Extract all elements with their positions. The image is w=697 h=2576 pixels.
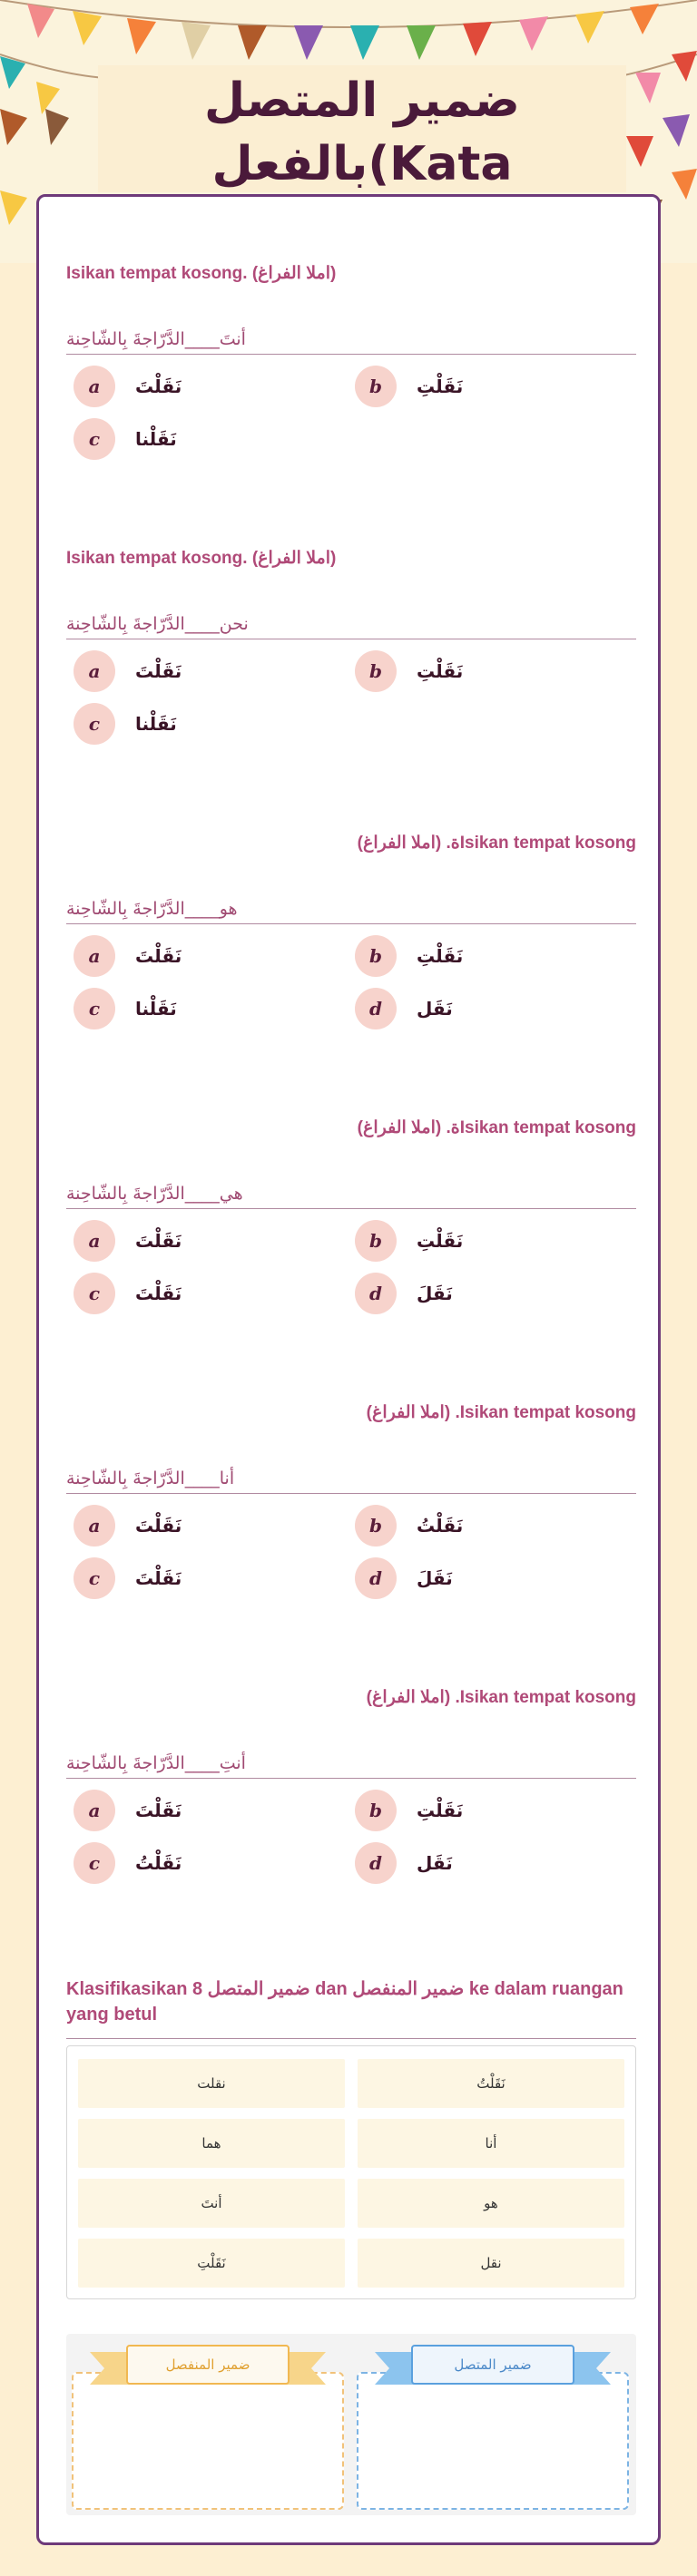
option-text: نَقَلْتِ [417,660,464,682]
option-text: نَقَلْتَ [135,1230,182,1252]
classify-title: Klasifikasikan 8 ضمير المتصل dan ضمير المنفصل ke dalam ruangan yang betul [66,1976,636,2039]
question-title: (املا الفراغ) .Isikan tempat kosong [366,1688,636,1707]
option-c[interactable] [74,986,346,1031]
draggable-item[interactable]: أنا [358,2119,624,2168]
option-letter: b [355,1790,397,1831]
option-text: نَقَلْتَ [135,1567,182,1589]
option-letter: d [355,1557,397,1599]
question-5 [66,1400,636,1612]
question-title: Isikan tempat kosong. (املا الفراغ) [66,549,337,568]
option-b[interactable] [355,933,627,979]
option-d[interactable] [355,1556,627,1601]
page-title [98,65,626,192]
option-text: نَقَلْتَ [135,376,182,397]
draggable-item[interactable]: نقل [358,2239,624,2288]
question-3 [66,830,636,1042]
option-text: نَقَلْتَ [135,660,182,682]
question-prompt: هي____الدَّرّاجةَ بِالشّاحِنة [66,1178,636,1209]
option-b[interactable] [355,1788,627,1833]
option-a[interactable] [74,1503,346,1548]
option-b[interactable] [355,1503,627,1548]
option-letter: a [74,366,115,407]
option-letter: a [74,650,115,692]
option-b[interactable] [355,1218,627,1264]
option-d[interactable] [355,1271,627,1316]
options-grid [66,649,636,757]
option-c[interactable] [74,1271,346,1316]
option-text: نَقَلَ [417,1283,453,1304]
question-title: (املا الفراغ) .ةIsikan tempat kosong [357,1118,636,1137]
bin-label-right: ضمير المتصل [411,2345,574,2385]
drop-bins-area [66,2334,636,2515]
question-title: Isikan tempat kosong. (املا الفراغ) [66,264,337,283]
option-text: نَقَل [417,998,453,1020]
draggable-item[interactable]: هو [358,2179,624,2228]
option-text: نَقَلْتِ [417,945,464,967]
option-text: نَقَلْنا [135,713,177,735]
option-a[interactable] [74,1788,346,1833]
option-letter: c [74,703,115,745]
bin-label-left: ضمير المنفصل [126,2345,290,2385]
option-text: نَقَلْتِ [417,1800,464,1821]
option-text: نَقَلْتَ [135,945,182,967]
option-text: نَقَلْتَ [135,1283,182,1304]
options-grid [66,1218,636,1327]
question-6 [66,1684,636,1897]
option-text: نَقَلْنا [135,998,177,1020]
option-d[interactable] [355,986,627,1031]
draggable-item[interactable]: أنتَ [78,2179,345,2228]
question-prompt: هو____الدَّرّاجةَ بِالشّاحِنة [66,893,636,924]
option-text: نَقَلْنا [135,428,177,450]
bin-label-ribbon-right [375,2339,611,2394]
option-text: نَقَلَ [417,1567,453,1589]
option-letter: a [74,1220,115,1262]
question-4 [66,1115,636,1327]
option-letter: c [74,1273,115,1314]
option-c[interactable] [74,701,346,746]
bin-label-ribbon-left [90,2339,326,2394]
question-2 [66,545,636,757]
option-a[interactable] [74,933,346,979]
option-letter: d [355,988,397,1029]
option-letter: c [74,988,115,1029]
draggable-items-area [66,2045,636,2299]
option-letter: c [74,1842,115,1884]
option-c[interactable] [74,1556,346,1601]
draggable-item[interactable]: نقلت [78,2059,345,2108]
option-letter: b [355,1220,397,1262]
option-text: نَقَلْتُ [135,1852,182,1874]
question-prompt: أنتَ____الدَّرّاجةَ بِالشّاحِنة [66,324,636,355]
page-title-line-1: ضمير المتصل بالفعل(Kata [204,73,520,191]
worksheet-card [36,194,661,2545]
options-grid [66,933,636,1042]
question-title: (املا الفراغ) .Isikan tempat kosong [366,1403,636,1422]
option-letter: c [74,1557,115,1599]
option-letter: a [74,935,115,977]
options-grid [66,364,636,473]
option-text: نَقَلْتُ [417,1515,464,1537]
option-text: نَقَلْتِ [417,376,464,397]
draggable-item[interactable]: هما [78,2119,345,2168]
option-letter: a [74,1505,115,1547]
options-grid [66,1788,636,1897]
option-letter: b [355,650,397,692]
option-d[interactable] [355,1840,627,1886]
option-letter: c [74,418,115,460]
option-a[interactable] [74,649,346,694]
option-letter: b [355,366,397,407]
question-prompt: نحن____الدَّرّاجةَ بِالشّاحِنة [66,609,636,639]
option-letter: b [355,935,397,977]
option-c[interactable] [74,1840,346,1886]
option-letter: d [355,1842,397,1884]
option-a[interactable] [74,1218,346,1264]
option-letter: d [355,1273,397,1314]
question-title: (املا الفراغ) .ةIsikan tempat kosong [357,834,636,853]
option-b[interactable] [355,364,627,409]
option-letter: a [74,1790,115,1831]
option-text: نَقَل [417,1852,453,1874]
option-b[interactable] [355,649,627,694]
option-a[interactable] [74,364,346,409]
option-c[interactable] [74,416,346,462]
options-grid [66,1503,636,1612]
option-text: نَقَلْتَ [135,1515,182,1537]
question-prompt: أنا____الدَّرّاجةَ بِالشّاحِنة [66,1463,636,1494]
draggable-item[interactable]: نَقَلْتُ [358,2059,624,2108]
draggable-item[interactable]: نَقَلْتِ [78,2239,345,2288]
question-1 [66,260,636,473]
option-text: نَقَلْتِ [417,1230,464,1252]
question-prompt: أنتِ____الدَّرّاجةَ بِالشّاحِنة [66,1748,636,1779]
option-letter: b [355,1505,397,1547]
option-text: نَقَلْتَ [135,1800,182,1821]
